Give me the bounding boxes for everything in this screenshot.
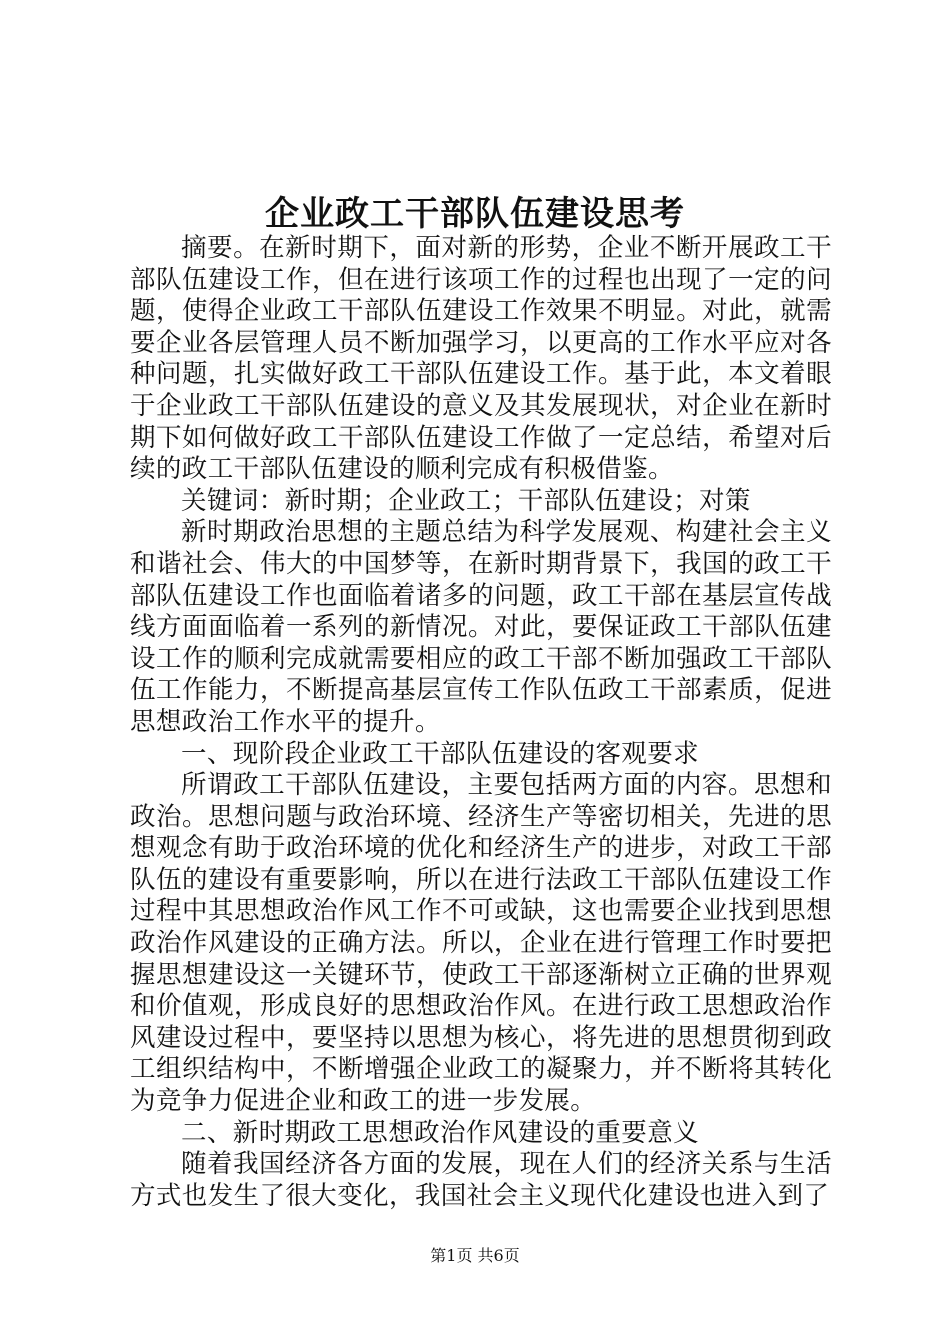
keywords-paragraph: 关键词：新时期；企业政工；干部队伍建设；对策 [181,485,751,516]
section-heading-1: 一、现阶段企业政工干部队伍建设的客观要求 [181,738,700,769]
page-number-footer: 第1页 共6页 [430,1246,520,1265]
document-body [130,233,832,1212]
abstract-paragraph: 摘要。在新时期下，面对新的形势，企业不断开展政工干部队伍建设工作，但在进行该项工作的过程也出现了一定的问题，使得企业政工干部队伍建设工作效果不明显。对此，就需要企业各层管理人员不断加强学习，以更高的工作水平应对各种问题，扎实做好政工干部队伍建设工作。基于此，本文着眼于企业政工干部队伍建设的意义及其发展现状，对企业在新时期下如何做好政工干部队伍建设工作做了一定总结，希望对后续的政工干部队伍建设的顺利完成有积极借鉴。 [130,233,832,485]
section-1-paragraph: 所谓政工干部队伍建设，主要包括两方面的内容。思想和政治。思想问题与政治环境、经济生产等密切相关，先进的思想观念有助于政治环境的优化和经济生产的进步，对政工干部队伍的建设有重要影响，所以在进行法政工干部队伍建设工作过程中其思想政治作风工作不可或缺，这也需要企业找到思想政治作风建设的正确方法。所以，企业在进行管理工作时要把握思想建设这一关键环节，使政工干部逐渐树立正确的世界观和价值观，形成良好的思想政治作风。在进行政工思想政治作风建设过程中，要坚持以思想为核心，将先进的思想贯彻到政工组织结构中，不断增强企业政工的凝聚力，并不断将其转化为竞争力促进企业和政工的进一步发展。 [130,770,832,1117]
section-heading-2: 二、新时期政工思想政治作风建设的重要意义 [181,1117,700,1148]
section-2-paragraph: 随着我国经济各方面的发展，现在人们的经济关系与生活方式也发生了很大变化，我国社会主义现代化建设也进入到了 [130,1149,832,1211]
document-title: 企业政工干部队伍建设思考 [265,194,685,234]
intro-paragraph: 新时期政治思想的主题总结为科学发展观、构建社会主义和谐社会、伟大的中国梦等，在新时期背景下，我国的政工干部队伍建设工作也面临着诸多的问题，政工干部在基层宣传战线方面面临着一系列的新情况。对此，要保证政工干部队伍建设工作的顺利完成就需要相应的政工干部不断加强政工干部队伍工作能力，不断提高基层宣传工作队伍政工干部素质，促进思想政治工作水平的提升。 [130,517,832,737]
